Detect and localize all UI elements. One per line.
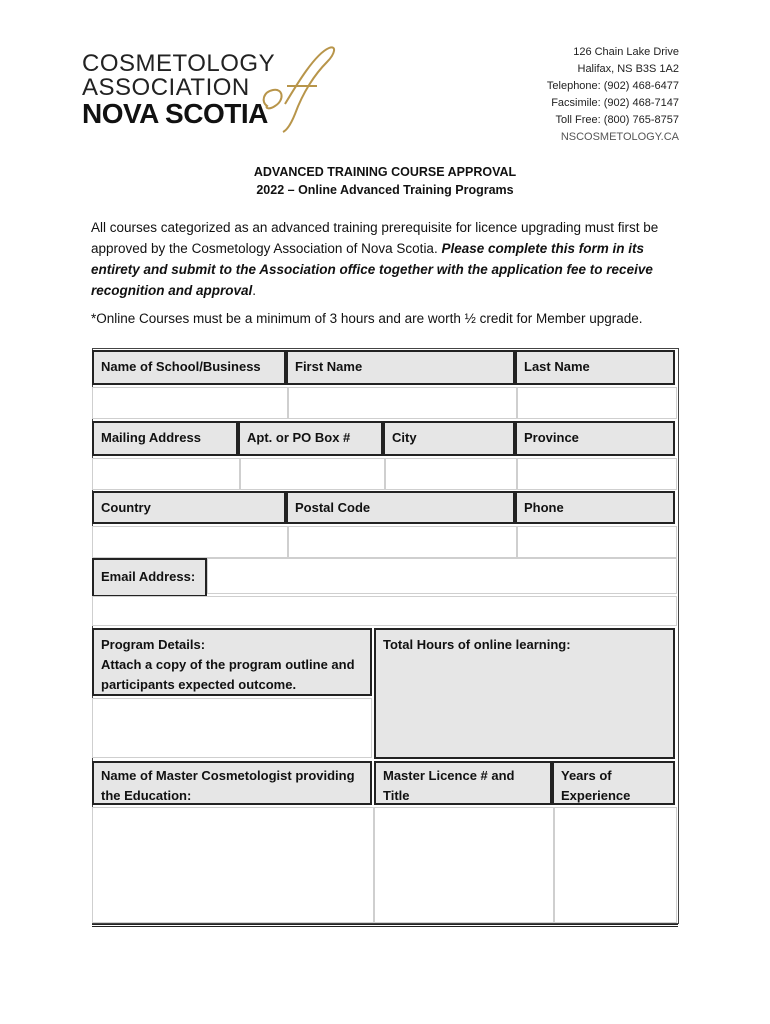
- total-hours-label[interactable]: Total Hours of online learning:: [374, 628, 675, 759]
- intro-emphasis: Please complete this form in its entirety and submit to the Association office together with the application fee to receive recognition and approval: [91, 241, 653, 298]
- province-label: Province: [515, 421, 675, 456]
- years-experience-label: Years of Experience: [552, 761, 675, 805]
- program-details-input[interactable]: [92, 698, 372, 758]
- website: NSCOSMETOLOGY.CA: [560, 131, 679, 143]
- school-label: Name of School/Business: [92, 350, 286, 385]
- logo-line-cosmetology: COSMETOLOGY: [82, 50, 276, 77]
- facsimile: Facsimile: (902) 468-7147: [551, 97, 679, 109]
- city-postal: Halifax, NS B3S 1A2: [577, 63, 679, 75]
- last-name-input[interactable]: [517, 387, 677, 419]
- contact-address-block: [547, 44, 679, 146]
- master-name-input[interactable]: [92, 807, 374, 923]
- master-licence-label: Master Licence # and Title: [374, 761, 552, 805]
- postal-code-label: Postal Code: [286, 491, 515, 524]
- form-title-block: [0, 163, 770, 199]
- last-name-label: Last Name: [515, 350, 675, 385]
- apt-po-input[interactable]: [240, 458, 385, 490]
- email-input[interactable]: [207, 558, 677, 594]
- master-licence-input[interactable]: [374, 807, 554, 923]
- postal-code-input[interactable]: [288, 526, 517, 558]
- phone-label: Phone: [515, 491, 675, 524]
- city-input[interactable]: [385, 458, 517, 490]
- city-label: City: [383, 421, 515, 456]
- intro-paragraph: [91, 217, 691, 301]
- province-input[interactable]: [517, 458, 677, 490]
- first-name-input[interactable]: [288, 387, 517, 419]
- program-details-title: Program Details:: [101, 637, 206, 652]
- school-input[interactable]: [92, 387, 288, 419]
- first-name-label: First Name: [286, 350, 515, 385]
- mailing-address-input[interactable]: [92, 458, 240, 490]
- association-logo: [82, 44, 342, 134]
- intro-text: All courses categorized as an advanced training prerequisite for licence upgrading must first be approved by the Cosmetology Association of Nova Scotia.: [91, 220, 659, 256]
- online-course-note: *Online Courses must be a minimum of 3 hours and are worth ½ credit for Member upgrade.: [91, 311, 643, 326]
- form-title: ADVANCED TRAINING COURSE APPROVAL: [253, 165, 517, 179]
- logo-line-nova-scotia: NOVA SCOTIA: [82, 98, 268, 129]
- apt-po-label: Apt. or PO Box #: [238, 421, 383, 456]
- logo-script-of-icon: [257, 44, 342, 134]
- years-experience-input[interactable]: [554, 807, 677, 923]
- street-address: 126 Chain Lake Drive: [573, 46, 679, 58]
- logo-line-association: ASSOCIATION: [82, 74, 250, 101]
- toll-free: Toll Free: (800) 765-8757: [555, 114, 679, 126]
- country-label: Country: [92, 491, 286, 524]
- intro-end: .: [252, 283, 257, 298]
- form-subtitle: 2022 – Online Advanced Training Programs: [256, 183, 514, 197]
- program-details-instructions: Attach a copy of the program outline and participants expected outcome.: [101, 657, 355, 692]
- telephone: Telephone: (902) 468-6477: [546, 80, 679, 92]
- phone-input[interactable]: [517, 526, 677, 558]
- program-details-label: [92, 628, 372, 696]
- bottom-rule: [92, 924, 678, 927]
- country-input[interactable]: [92, 526, 288, 558]
- master-name-label: Name of Master Cosmetologist providing the Education:: [92, 761, 372, 805]
- email-input-continued[interactable]: [92, 596, 677, 626]
- mailing-address-label: Mailing Address: [92, 421, 238, 456]
- email-label: Email Address:: [92, 558, 207, 597]
